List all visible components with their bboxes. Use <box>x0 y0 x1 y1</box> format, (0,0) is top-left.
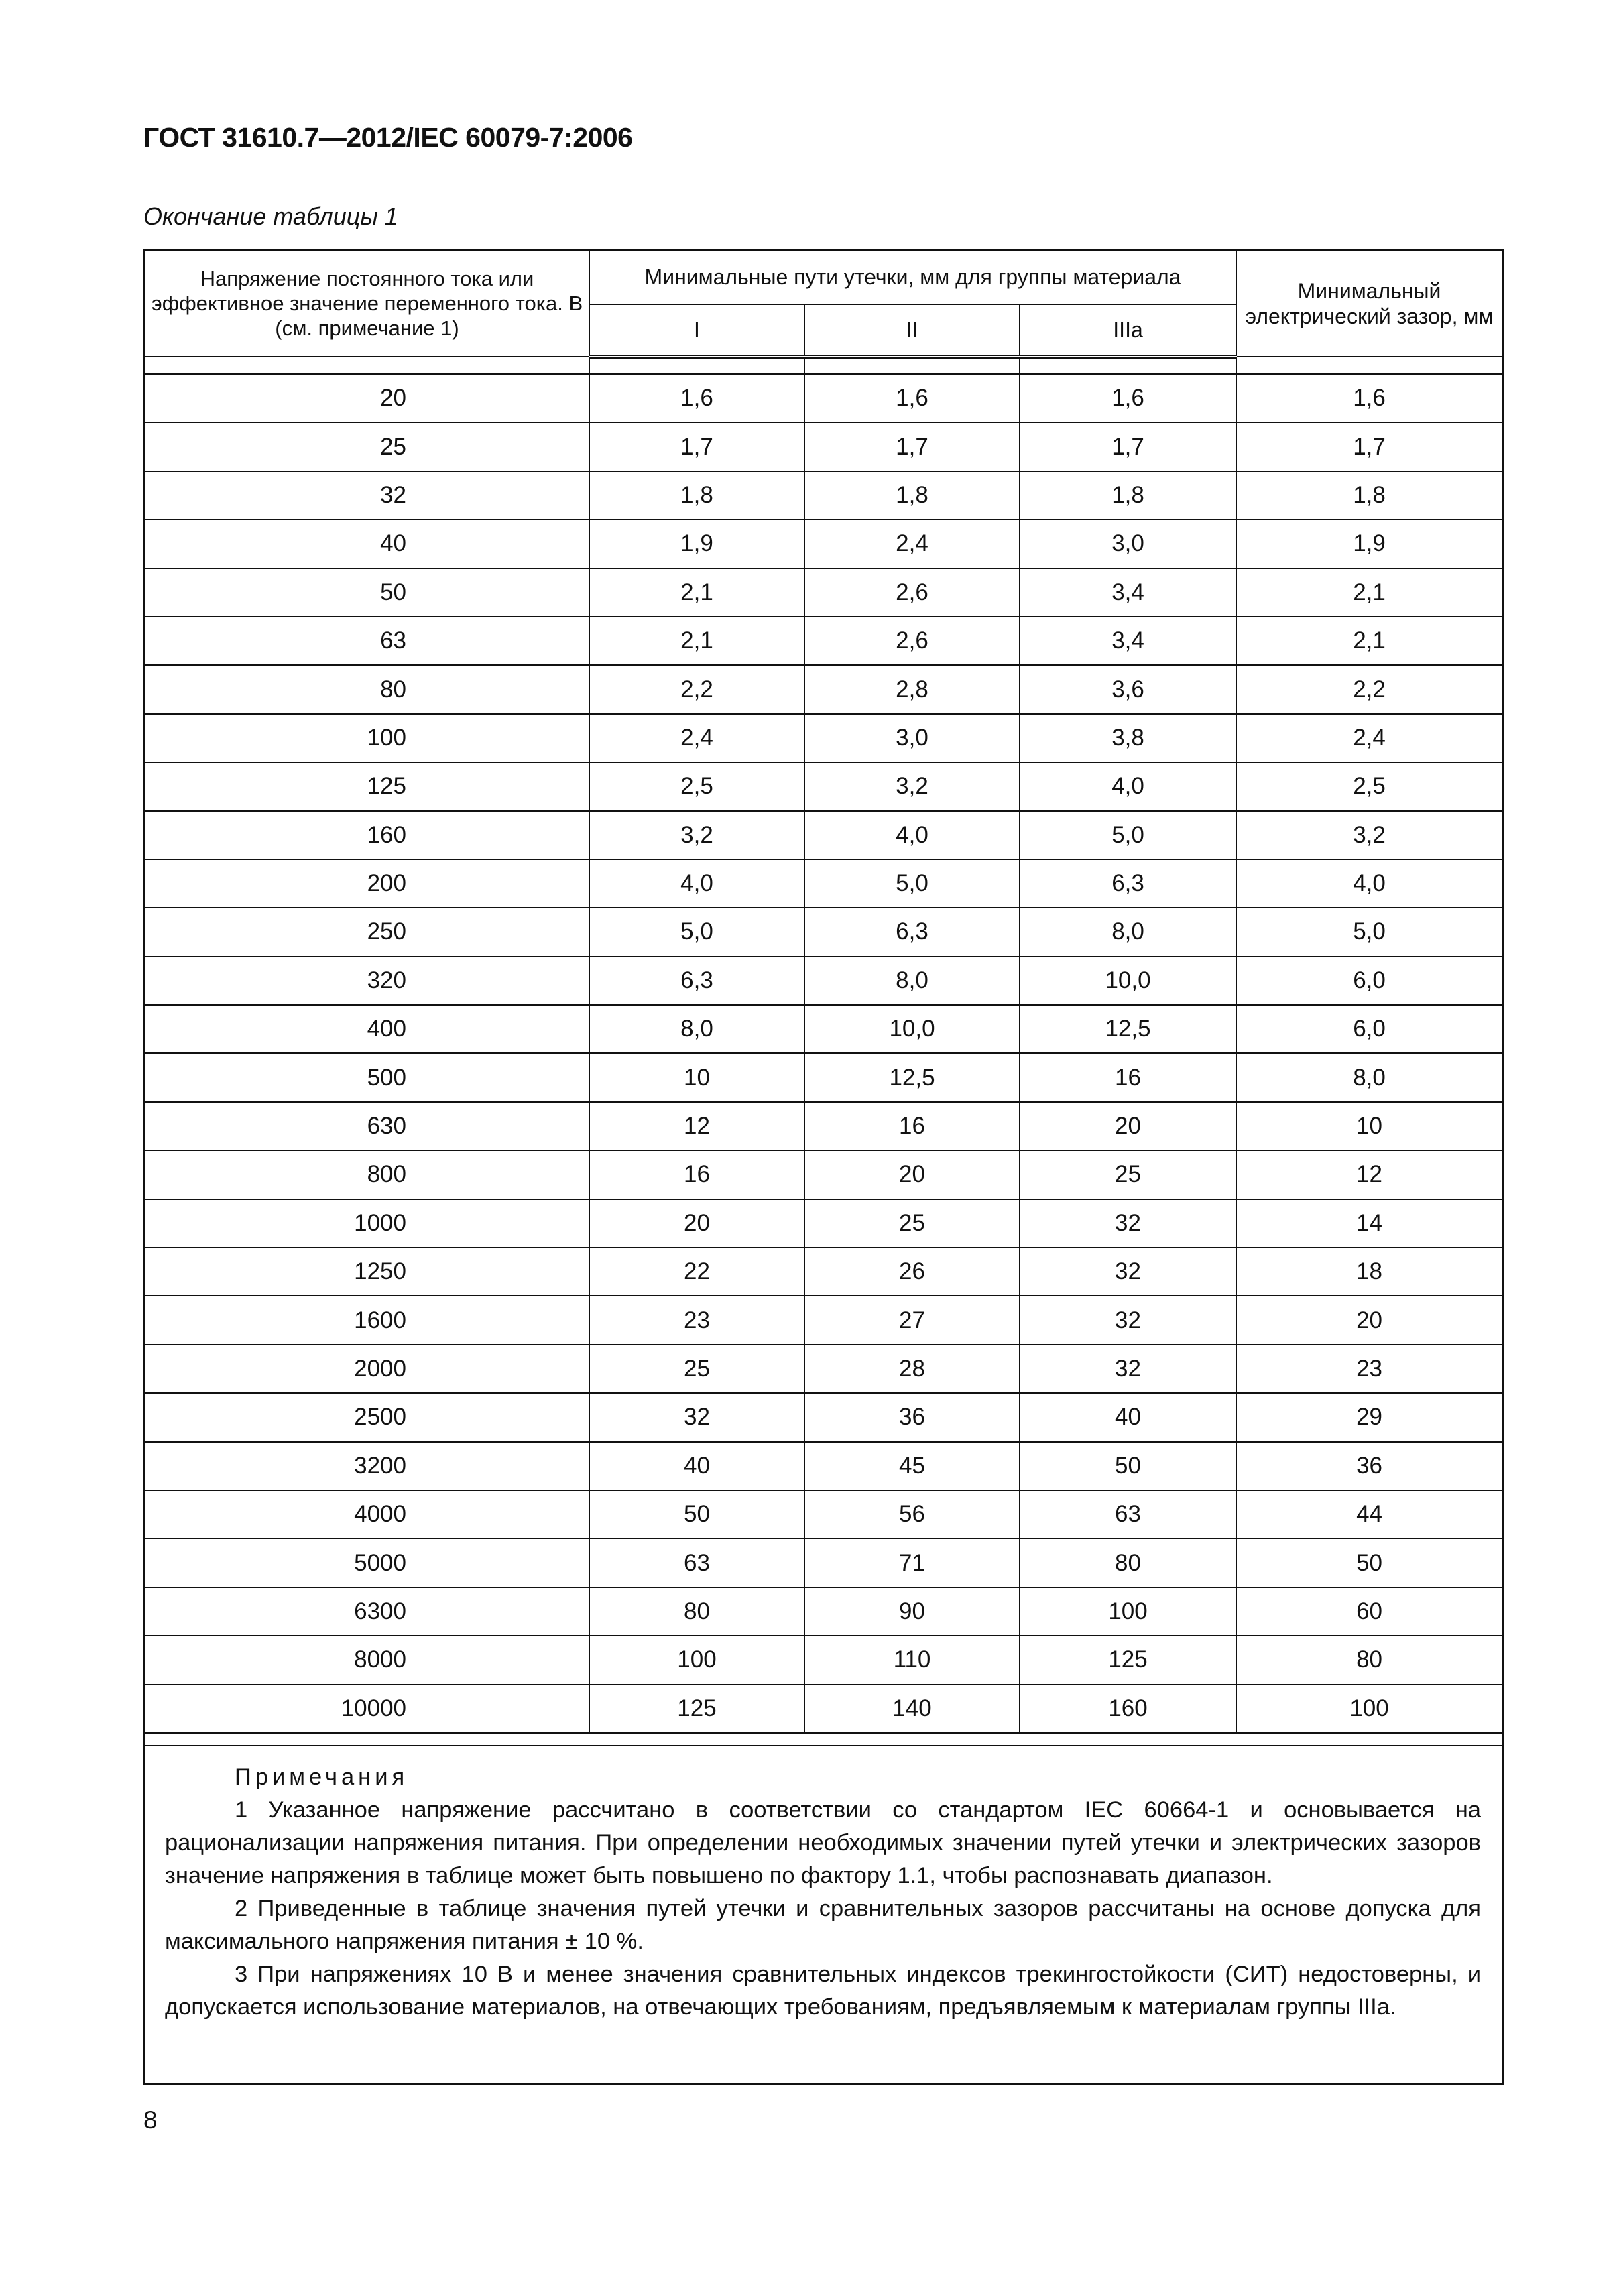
cell-creepage-ii: 12,5 <box>804 1053 1020 1101</box>
cell-creepage-iiia: 3,0 <box>1020 520 1236 568</box>
page-number: 8 <box>143 2106 158 2134</box>
notes-title: Примечания <box>235 1764 409 1790</box>
cell-clearance: 50 <box>1236 1538 1502 1587</box>
cell-creepage-i: 5,0 <box>589 908 804 956</box>
cell-creepage-iiia: 3,4 <box>1020 617 1236 665</box>
cell-creepage-iiia: 1,7 <box>1020 422 1236 471</box>
cell-voltage: 800 <box>145 1150 589 1199</box>
table-row <box>145 1053 1502 1101</box>
cell-creepage-i: 6,3 <box>589 957 804 1005</box>
cell-creepage-iiia: 32 <box>1020 1296 1236 1344</box>
header-group-ii: II <box>804 304 1020 357</box>
table-row <box>145 617 1502 665</box>
cell-creepage-ii: 27 <box>804 1296 1020 1344</box>
header-group-i: I <box>589 304 804 357</box>
cell-creepage-ii: 36 <box>804 1393 1020 1441</box>
header-spacer-row <box>145 357 1502 374</box>
cell-creepage-i: 3,2 <box>589 811 804 859</box>
cell-creepage-ii: 1,8 <box>804 471 1020 520</box>
cell-clearance: 5,0 <box>1236 908 1502 956</box>
cell-creepage-i: 32 <box>589 1393 804 1441</box>
cell-clearance: 29 <box>1236 1393 1502 1441</box>
table-row <box>145 1442 1502 1490</box>
cell-clearance: 14 <box>1236 1199 1502 1248</box>
cell-clearance: 6,0 <box>1236 1005 1502 1053</box>
header-clearance: Минимальный электрический зазор, мм <box>1236 251 1502 357</box>
cell-creepage-i: 125 <box>589 1685 804 1733</box>
table-row <box>145 1685 1502 1733</box>
cell-creepage-ii: 56 <box>804 1490 1020 1538</box>
cell-voltage: 320 <box>145 957 589 1005</box>
cell-voltage: 1000 <box>145 1199 589 1248</box>
cell-voltage: 8000 <box>145 1636 589 1684</box>
cell-creepage-ii: 2,4 <box>804 520 1020 568</box>
table-row <box>145 762 1502 810</box>
table-row <box>145 1102 1502 1150</box>
cell-clearance: 60 <box>1236 1587 1502 1636</box>
cell-clearance: 100 <box>1236 1685 1502 1733</box>
table-row <box>145 1587 1502 1636</box>
cell-clearance: 3,2 <box>1236 811 1502 859</box>
table-row <box>145 1150 1502 1199</box>
cell-voltage: 250 <box>145 908 589 956</box>
cell-creepage-i: 1,9 <box>589 520 804 568</box>
cell-voltage: 32 <box>145 471 589 520</box>
cell-clearance: 2,1 <box>1236 568 1502 617</box>
header-creepage: Минимальные пути утечки, мм для группы материала <box>589 251 1236 304</box>
cell-creepage-i: 50 <box>589 1490 804 1538</box>
cell-creepage-iiia: 3,8 <box>1020 714 1236 762</box>
cell-creepage-i: 2,1 <box>589 617 804 665</box>
cell-clearance: 2,4 <box>1236 714 1502 762</box>
cell-clearance: 8,0 <box>1236 1053 1502 1101</box>
cell-creepage-ii: 2,6 <box>804 617 1020 665</box>
table-row <box>145 1636 1502 1684</box>
table-row <box>145 957 1502 1005</box>
cell-voltage: 100 <box>145 714 589 762</box>
cell-creepage-i: 10 <box>589 1053 804 1101</box>
cell-voltage: 3200 <box>145 1442 589 1490</box>
cell-creepage-ii: 25 <box>804 1199 1020 1248</box>
cell-creepage-ii: 20 <box>804 1150 1020 1199</box>
cell-clearance: 23 <box>1236 1345 1502 1393</box>
table-row <box>145 471 1502 520</box>
cell-clearance: 20 <box>1236 1296 1502 1344</box>
table-row <box>145 811 1502 859</box>
cell-creepage-i: 25 <box>589 1345 804 1393</box>
cell-creepage-i: 20 <box>589 1199 804 1248</box>
cell-creepage-ii: 71 <box>804 1538 1020 1587</box>
cell-creepage-iiia: 100 <box>1020 1587 1236 1636</box>
cell-clearance: 1,7 <box>1236 422 1502 471</box>
cell-voltage: 160 <box>145 811 589 859</box>
cell-clearance: 6,0 <box>1236 957 1502 1005</box>
cell-creepage-iiia: 5,0 <box>1020 811 1236 859</box>
cell-creepage-ii: 4,0 <box>804 811 1020 859</box>
cell-creepage-i: 1,7 <box>589 422 804 471</box>
cell-creepage-iiia: 4,0 <box>1020 762 1236 810</box>
cell-voltage: 40 <box>145 520 589 568</box>
table-row <box>145 714 1502 762</box>
cell-creepage-ii: 2,6 <box>804 568 1020 617</box>
table-row <box>145 859 1502 908</box>
cell-clearance: 1,8 <box>1236 471 1502 520</box>
cell-voltage: 50 <box>145 568 589 617</box>
cell-voltage: 2000 <box>145 1345 589 1393</box>
cell-clearance: 10 <box>1236 1102 1502 1150</box>
cell-creepage-iiia: 63 <box>1020 1490 1236 1538</box>
cell-creepage-iiia: 125 <box>1020 1636 1236 1684</box>
cell-creepage-iiia: 32 <box>1020 1199 1236 1248</box>
cell-creepage-i: 23 <box>589 1296 804 1344</box>
table-row <box>145 374 1502 422</box>
cell-voltage: 80 <box>145 665 589 713</box>
cell-voltage: 20 <box>145 374 589 422</box>
cell-creepage-i: 2,1 <box>589 568 804 617</box>
header-voltage: Напряжение постоянного тока или эффективное значение переменного тока. В (см. примечание 1) <box>145 251 589 357</box>
document-header: ГОСТ 31610.7—2012/IEC 60079-7:2006 <box>143 122 633 153</box>
cell-creepage-i: 12 <box>589 1102 804 1150</box>
table-row <box>145 1490 1502 1538</box>
cell-voltage: 4000 <box>145 1490 589 1538</box>
cell-creepage-i: 1,6 <box>589 374 804 422</box>
cell-voltage: 400 <box>145 1005 589 1053</box>
cell-creepage-i: 4,0 <box>589 859 804 908</box>
table-row <box>145 665 1502 713</box>
cell-clearance: 12 <box>1236 1150 1502 1199</box>
cell-creepage-iiia: 10,0 <box>1020 957 1236 1005</box>
cell-creepage-ii: 1,6 <box>804 374 1020 422</box>
cell-creepage-i: 8,0 <box>589 1005 804 1053</box>
cell-clearance: 2,1 <box>1236 617 1502 665</box>
cell-voltage: 63 <box>145 617 589 665</box>
cell-creepage-iiia: 3,4 <box>1020 568 1236 617</box>
cell-voltage: 25 <box>145 422 589 471</box>
note-1: 1 Указанное напряжение рассчитано в соответствии со стандартом IEC 60664-1 и основывается на рационализации напряжения питания. При определении необходимых значении путей утечки и электрических зазоров значение напряжения в таблице может быть повышено по фактору 1.1, чтобы распознавать диапазон. <box>165 1797 1481 1888</box>
table-row <box>145 1393 1502 1441</box>
cell-clearance: 2,2 <box>1236 665 1502 713</box>
cell-creepage-iiia: 1,8 <box>1020 471 1236 520</box>
cell-creepage-iiia: 32 <box>1020 1248 1236 1296</box>
cell-creepage-ii: 26 <box>804 1248 1020 1296</box>
cell-creepage-ii: 1,7 <box>804 422 1020 471</box>
cell-voltage: 10000 <box>145 1685 589 1733</box>
cell-clearance: 4,0 <box>1236 859 1502 908</box>
notes-block <box>143 1745 1504 2085</box>
table-continuation-caption: Окончание таблицы 1 <box>143 202 398 230</box>
cell-creepage-i: 40 <box>589 1442 804 1490</box>
cell-clearance: 2,5 <box>1236 762 1502 810</box>
table-row <box>145 1345 1502 1393</box>
cell-creepage-ii: 6,3 <box>804 908 1020 956</box>
cell-creepage-ii: 16 <box>804 1102 1020 1150</box>
cell-creepage-iiia: 1,6 <box>1020 374 1236 422</box>
cell-clearance: 36 <box>1236 1442 1502 1490</box>
cell-creepage-iiia: 80 <box>1020 1538 1236 1587</box>
table-row <box>145 908 1502 956</box>
cell-creepage-iiia: 160 <box>1020 1685 1236 1733</box>
cell-creepage-iiia: 32 <box>1020 1345 1236 1393</box>
cell-voltage: 125 <box>145 762 589 810</box>
cell-creepage-ii: 8,0 <box>804 957 1020 1005</box>
cell-clearance: 1,9 <box>1236 520 1502 568</box>
cell-creepage-ii: 110 <box>804 1636 1020 1684</box>
cell-creepage-i: 63 <box>589 1538 804 1587</box>
cell-clearance: 80 <box>1236 1636 1502 1684</box>
cell-creepage-iiia: 3,6 <box>1020 665 1236 713</box>
cell-creepage-ii: 28 <box>804 1345 1020 1393</box>
cell-creepage-i: 80 <box>589 1587 804 1636</box>
cell-creepage-iiia: 20 <box>1020 1102 1236 1150</box>
cell-creepage-iiia: 12,5 <box>1020 1005 1236 1053</box>
table-row <box>145 568 1502 617</box>
note-3: 3 При напряжениях 10 В и менее значения сравнительных индексов трекингостойкости (СИТ) недостоверны, и допускается использование материалов, на отвечающих требованиям, предъявляемым к материалам группы IIIa. <box>165 1961 1481 2020</box>
cell-creepage-iiia: 40 <box>1020 1393 1236 1441</box>
cell-creepage-i: 16 <box>589 1150 804 1199</box>
cell-creepage-iiia: 50 <box>1020 1442 1236 1490</box>
table-row <box>145 1538 1502 1587</box>
cell-voltage: 630 <box>145 1102 589 1150</box>
cell-creepage-iiia: 25 <box>1020 1150 1236 1199</box>
cell-creepage-i: 2,2 <box>589 665 804 713</box>
table-row <box>145 1005 1502 1053</box>
cell-creepage-i: 2,4 <box>589 714 804 762</box>
cell-creepage-i: 1,8 <box>589 471 804 520</box>
cell-clearance: 44 <box>1236 1490 1502 1538</box>
table-row <box>145 520 1502 568</box>
table-row <box>145 1199 1502 1248</box>
creepage-clearance-table <box>145 251 1502 1734</box>
cell-voltage: 1600 <box>145 1296 589 1344</box>
cell-creepage-ii: 45 <box>804 1442 1020 1490</box>
header-group-iiia: IIIa <box>1020 304 1236 357</box>
cell-creepage-ii: 3,0 <box>804 714 1020 762</box>
cell-creepage-ii: 10,0 <box>804 1005 1020 1053</box>
cell-creepage-i: 100 <box>589 1636 804 1684</box>
table-row <box>145 1248 1502 1296</box>
cell-voltage: 6300 <box>145 1587 589 1636</box>
table-row <box>145 1296 1502 1344</box>
cell-creepage-ii: 3,2 <box>804 762 1020 810</box>
cell-creepage-ii: 2,8 <box>804 665 1020 713</box>
cell-voltage: 5000 <box>145 1538 589 1587</box>
note-2: 2 Приведенные в таблице значения путей утечки и сравнительных зазоров рассчитаны на основе допуска для максимального напряжения питания ± 10 %. <box>165 1896 1481 1954</box>
cell-creepage-ii: 140 <box>804 1685 1020 1733</box>
table-row <box>145 422 1502 471</box>
cell-creepage-i: 2,5 <box>589 762 804 810</box>
cell-clearance: 1,6 <box>1236 374 1502 422</box>
cell-clearance: 18 <box>1236 1248 1502 1296</box>
cell-voltage: 1250 <box>145 1248 589 1296</box>
cell-creepage-iiia: 16 <box>1020 1053 1236 1101</box>
cell-creepage-ii: 5,0 <box>804 859 1020 908</box>
cell-creepage-iiia: 6,3 <box>1020 859 1236 908</box>
cell-creepage-iiia: 8,0 <box>1020 908 1236 956</box>
cell-voltage: 200 <box>145 859 589 908</box>
cell-creepage-ii: 90 <box>804 1587 1020 1636</box>
cell-creepage-i: 22 <box>589 1248 804 1296</box>
cell-voltage: 500 <box>145 1053 589 1101</box>
cell-voltage: 2500 <box>145 1393 589 1441</box>
